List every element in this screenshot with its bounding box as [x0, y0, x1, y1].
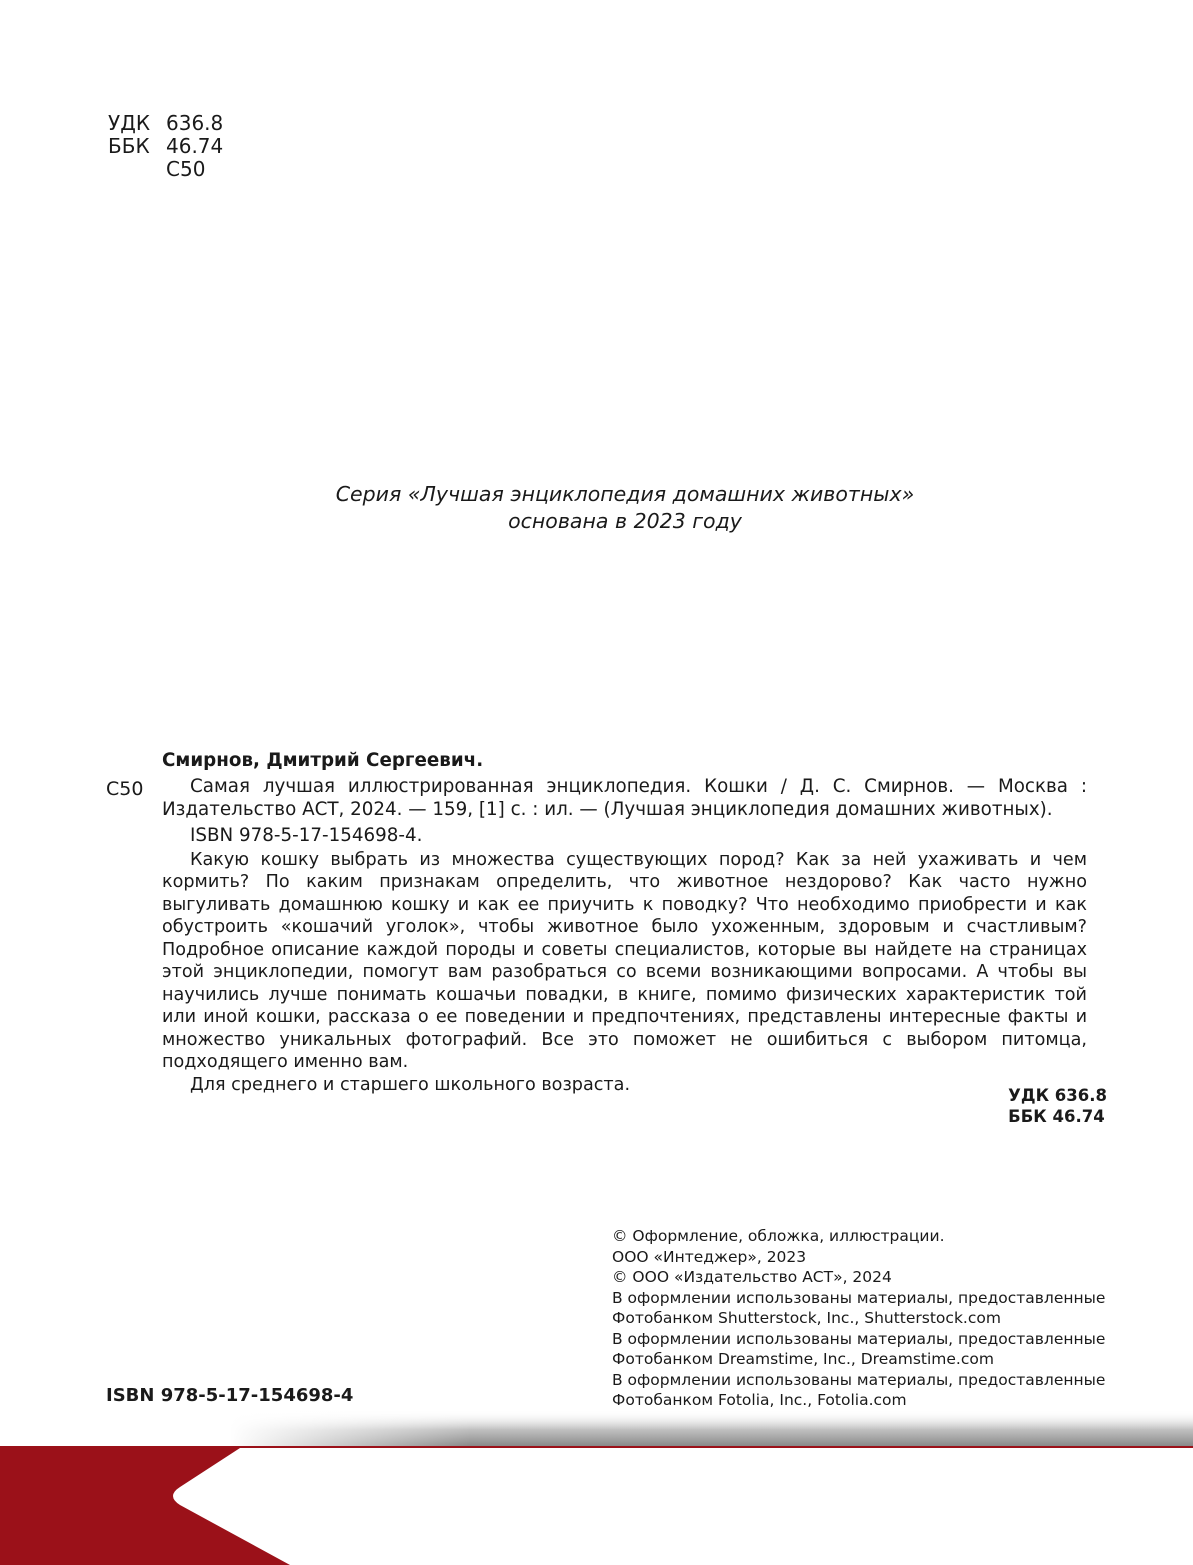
annotation: Какую кошку выбрать из множества существующих пород? Как за ней ухаживать и чем кормить? По каким признакам определить, что животное нездорово? Как часто нужно выгуливать домашнюю кошку и как ее приучить к поводку? Что необходимо приобрести и как обустроить «кошачий уголок», чтобы животное было ухоженным, здоровым и счастливым? Подробное описание каждой породы и советы специалистов, которые вы найдете на страницах этой энциклопедии, помогут вам разобраться со всеми возникающими вопросами. А чтобы вы научились лучше понимать кошачьи повадки, в книге, помимо физических характеристик той или иной кошки, рассказа о ее поведении и предпочтениях, представлены интересные факты и множество уникальных фотографий. Все это поможет не ошибиться с выбором питомца, подходящего именно вам.: [162, 849, 1087, 1072]
author-name: Смирнов, Дмитрий Сергеевич.: [162, 750, 484, 771]
shutterstock-line-1: В оформлении использованы материалы, предоставленные: [612, 1288, 1106, 1307]
shutterstock-line-2: Фотобанком Shutterstock, Inc., Shutterstock.com: [612, 1309, 1001, 1327]
footer-white-tab: [173, 1448, 1193, 1565]
bbk-label: ББК: [108, 134, 150, 158]
bbk-value: 46.74: [166, 134, 224, 158]
title-block: Самая лучшая иллюстрированная энциклопедия. Кошки / Д. С. Смирнов. — Москва : Издательство АСТ, 2024. — 159, [1] с. : ил. — (Лучшая энциклопедия домашних животных).: [162, 775, 1087, 820]
fotolia-line-1: В оформлении использованы материалы, предоставленные: [612, 1370, 1106, 1389]
catalog-udk: УДК 636.8: [1008, 1086, 1107, 1105]
copyright-line-2: ООО «Интеджер», 2023: [612, 1247, 807, 1266]
series-note: [0, 481, 1193, 535]
udk-value: 636.8: [166, 111, 224, 135]
udk-label: УДК: [108, 111, 151, 135]
isbn-line: ISBN 978-5-17-154698-4.: [190, 824, 423, 846]
series-line-2: основана в 2023 году: [508, 509, 742, 533]
catalog-bbk: ББК 46.74: [1008, 1107, 1105, 1126]
dreamstime-line-1: В оформлении использованы материалы, предоставленные: [612, 1329, 1106, 1348]
catalog-author-code: С50: [106, 778, 144, 800]
dreamstime-line-2: Фотобанком Dreamstime, Inc., Dreamstime.com: [612, 1350, 994, 1368]
isbn-bottom: ISBN 978-5-17-154698-4: [106, 1385, 354, 1406]
fotolia-line-2: Фотобанком Fotolia, Inc., Fotolia.com: [612, 1391, 907, 1409]
age-note: Для среднего и старшего школьного возраста.: [190, 1074, 631, 1095]
copyright-line-1: © Оформление, обложка, иллюстрации.: [612, 1227, 945, 1245]
decorative-footer-band: [0, 1410, 1193, 1565]
catalog-card: [162, 750, 1087, 1096]
top-classification: [108, 112, 223, 181]
copyright-block: [612, 1226, 1142, 1411]
series-line-1: Серия «Лучшая энциклопедия домашних животных»: [335, 482, 915, 506]
catalog-classification: [1008, 1085, 1107, 1127]
author-sign-value: С50: [166, 157, 206, 181]
footer-shadow-fade: [230, 1410, 1193, 1446]
author-sign-label: [108, 158, 166, 181]
copyright-line-3: © ООО «Издательство АСТ», 2024: [612, 1268, 892, 1286]
